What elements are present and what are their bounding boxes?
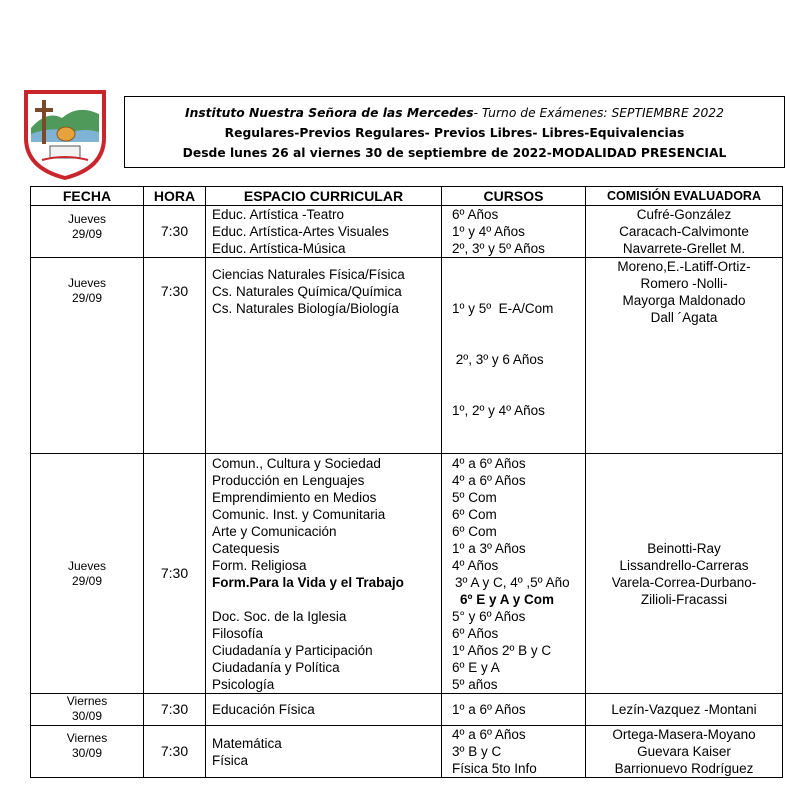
cursos [442,206,585,257]
curso-item: Física 5to Info [452,761,537,776]
comision-member: Beinotti-Ray [647,540,721,556]
header-dates: Desde lunes 26 al viernes 30 de septiembre de 2022-MODALIDAD PRESENCIAL [182,146,727,160]
comision [586,206,782,257]
espacio-item: Educ. Artística-Artes Visuales [212,224,389,239]
espacio-item: Form. Religiosa [212,558,307,573]
comision-member: Dall ´Agata [650,310,718,325]
curso-item: 1º Años 2º B y C [452,643,552,658]
espacio-item: Ciudadanía y Participación [212,643,373,658]
hora: 7:30 [160,743,189,759]
curso-item: 1º, 2º y 4º Años [452,403,545,418]
comision-member: Lissandrello-Carreras [619,557,749,573]
fecha-date: 30/09 [71,746,103,760]
espacio-item: Educ. Artística -Teatro [212,207,345,222]
col-header-cursos: CURSOS [442,187,586,206]
espacio-item: Comunic. Inst. y Comunitaria [212,507,386,522]
col-header-fecha: FECHA [31,187,144,206]
espacio-item: Filosofía [212,626,264,641]
fecha-date: 30/09 [71,709,103,723]
curso-item: 4º a 6º Años [452,456,526,471]
espacio-item: Cs. Naturales Biología/Biología [212,301,399,316]
comision-member: Cufré-González [636,207,732,222]
cursos [442,258,585,453]
table-row [31,258,783,454]
espacio-item: Comun., Cultura y Sociedad [212,456,381,471]
comision-member: Navarrete-Grellet M. [622,241,746,256]
curso-item: 2º, 3º y 6 Años [452,352,544,367]
espacio-item: Psicología [212,677,275,692]
cursos [442,726,585,777]
hora: 7:30 [160,565,189,581]
espacio-item: Matemática [212,735,282,751]
espacio-item: Educ. Artística-Música [212,241,346,256]
table-header-row [31,187,783,206]
header-exam-types: Regulares-Previos Regulares- Previos Libres- Libres-Equivalencias [224,126,685,140]
cursos [442,454,585,693]
curso-item: 3º B y C [452,744,502,759]
exam-schedule-table [30,186,783,778]
curso-item: 1º a 6º Años [452,702,526,717]
curso-item: 4º Años [452,558,499,573]
espacio-item: Cs. Naturales Química/Química [212,284,402,299]
cursos [442,701,585,718]
espacio-item: Ciudadanía y Política [212,660,340,675]
comision [586,540,782,608]
comision-member: Moreno,E.-Latiff-Ortiz- [617,259,751,274]
curso-item: 5º años [452,677,498,692]
table-row [31,726,783,778]
curso-item: 5° y 6º Años [452,609,526,624]
espacio-item: Educación Física [212,702,315,717]
comision [586,701,782,718]
curso-item: 6º E y A y Com [460,592,554,607]
curso-item: 6º Años [452,626,499,641]
header-title: Instituto Nuestra Señora de las Mercedes- Turno de Exámenes: SEPTIEMBRE 2022 [185,106,724,120]
curso-item: 4º a 6º Años [452,727,526,742]
espacio-item: Producción en Lenguajes [212,473,365,488]
fecha-day: Viernes [66,694,108,708]
curso-item: 6º Com [452,507,497,522]
curso-item: 1º y 4º Años [452,224,525,239]
comision-member: Caracach-Calvimonte [619,224,749,239]
curso-item: 6º Com [452,524,497,539]
espacio-item: Arte y Comunicación [212,524,337,539]
espacio-item: Emprendimiento en Medios [212,490,377,505]
espacios [206,701,441,718]
curso-item: 3º A y C, 4º ,5º Año [455,575,570,590]
espacio-item: Física [212,752,249,768]
curso-item: 6º E y A [452,660,500,675]
comision-member: Zilioli-Fracassi [640,591,728,607]
fecha-day: Viernes [66,731,108,745]
comision [586,726,782,777]
table-row [31,694,783,726]
curso-item: 2º, 3º y 5º Años [452,241,545,256]
comision-member: Varela-Correa-Durbano- [611,574,757,590]
espacio-item: Catequesis [212,541,280,556]
school-crest-logo [22,88,108,180]
fecha-day: Jueves [67,276,107,290]
fecha-date: 29/09 [71,227,103,241]
table-row [31,206,783,258]
table-row [31,454,783,694]
espacios [206,258,441,317]
hora: 7:30 [160,283,189,299]
comision-member: Ortega-Masera-Moyano [612,727,756,742]
col-header-hora: HORA [144,187,206,206]
hora: 7:30 [160,223,189,239]
espacios [206,735,441,769]
espacio-item [212,591,441,608]
espacios [206,454,441,693]
curso-item: 1º a 3º Años [452,541,526,556]
comision-member: Mayorga Maldonado [622,293,746,308]
curso-item: 4º a 6º Años [452,473,526,488]
fecha-date: 29/09 [71,291,103,305]
comision-member: Lezín-Vazquez -Montani [611,702,757,717]
espacio-item: Form.Para la Vida y el Trabajo [212,575,404,590]
fecha-day: Jueves [67,212,107,226]
curso-item: 6º Años [452,207,499,222]
col-header-comision: COMISIÓN EVALUADORA [586,187,783,206]
comision [586,258,782,326]
comision-member: Guevara Kaiser [637,744,731,759]
espacios [206,206,441,257]
curso-item: 5º Com [452,490,497,505]
col-header-espacio: ESPACIO CURRICULAR [206,187,442,206]
exam-header [124,96,785,168]
curso-item: 1º y 5º E-A/Com [452,301,554,316]
comision-member: Romero -Nolli- [640,276,728,291]
hora: 7:30 [160,701,189,717]
comision-member: Barrionuevo Rodríguez [614,761,754,776]
espacio-item: Doc. Soc. de la Iglesia [212,609,347,624]
fecha-day: Jueves [67,558,107,573]
espacio-item: Ciencias Naturales Física/Física [212,267,405,282]
fecha-date: 29/09 [71,573,103,588]
